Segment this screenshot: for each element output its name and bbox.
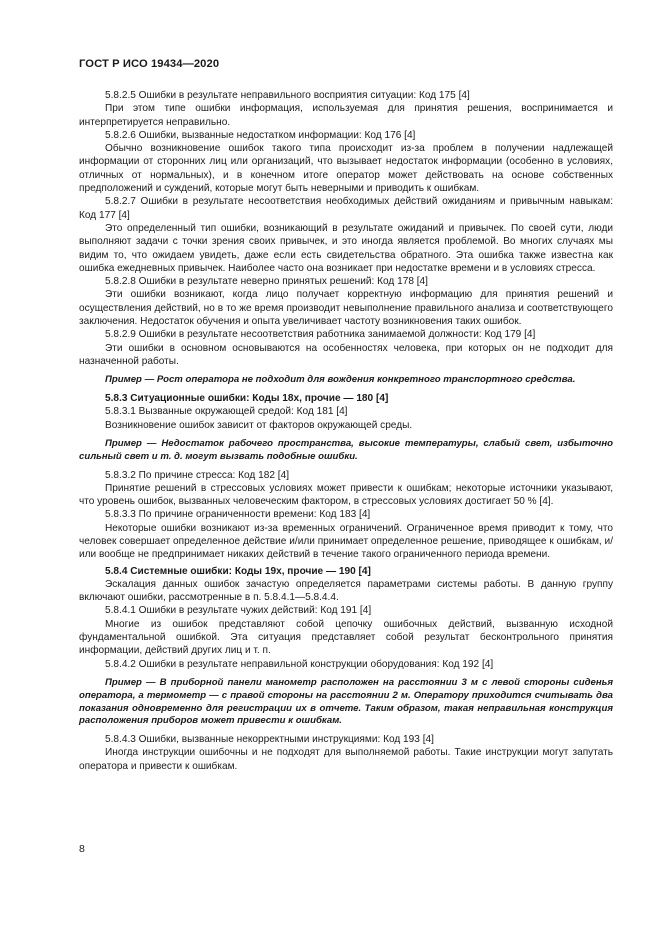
subclause-heading: 5.8.2.7 Ошибки в результате несоответствия необходимых действий ожиданиям и привычным навыкам: Код 177 [4] — [79, 196, 613, 221]
subclause-heading: 5.8.4.1 Ошибки в результате чужих действий: Код 191 [4] — [105, 605, 372, 617]
body-paragraph: Иногда инструкции ошибочны и не подходят для выполняемой работы. Такие инструкции могут запутать оператора и привести к ошибкам. — [79, 747, 613, 772]
subclause-heading: 5.8.2.8 Ошибки в результате неверно принятых решений: Код 178 [4] — [105, 276, 428, 288]
subclause-heading: 5.8.2.5 Ошибки в результате неправильного восприятия ситуации: Код 175 [4] — [105, 90, 470, 101]
section-heading: 5.8.4 Системные ошибки: Коды 19х, прочие — 190 [4] — [105, 565, 371, 577]
page-number: 8 — [79, 843, 85, 855]
example-note: Пример — Недостаток рабочего пространства, высокие температуры, слабый свет, избыточно сильный свет и т. д. могут вызвать подобные ошибки. — [79, 437, 613, 462]
subclause-heading: 5.8.3.2 По причине стресса: Код 182 [4] — [105, 469, 289, 481]
subclause-heading: 5.8.3.1 Вызванные окружающей средой: Код 181 [4] — [105, 406, 348, 418]
body-paragraph: Эти ошибки возникают, когда лицо получает корректную информацию для принятия решений и осуществления действий, но в то же время производит невыполнение правильного анализа и соответствующего заключения. Недостаток обучения и опыта увеличивает частоту возникновения таких ошибок. — [79, 289, 613, 328]
body-paragraph: Эскалация данных ошибок зачастую определяется параметрами системы работы. В данную группу включают ошибки, рассмотренные в п. 5.8.4.1—5.8.4.4. — [79, 578, 613, 604]
page-header: ГОСТ Р ИСО 19434—2020 — [79, 58, 220, 70]
subclause-heading: 5.8.4.2 Ошибки в результате неправильной конструкции оборудования: Код 192 [4] — [105, 658, 494, 670]
subclause-heading: 5.8.2.6 Ошибки, вызванные недостатком информации: Код 176 [4] — [105, 129, 416, 141]
body-paragraph: Возникновение ошибок зависит от факторов окружающей среды. — [105, 419, 413, 431]
subclause-heading: 5.8.4.3 Ошибки, вызванные некорректными инструкциями: Код 193 [4] — [105, 734, 434, 746]
body-paragraph: Многие из ошибок представляют собой цепочку ошибочных действий, вызванную исходной фундаментальной ошибкой. Эта ситуация представляет собой результат бесконтрольного принятия информации, действий других лиц и т. п. — [79, 618, 613, 657]
subclause-heading: 5.8.3.3 По причине ограниченности времени: Код 183 [4] — [105, 509, 371, 521]
section-heading: 5.8.3 Ситуационные ошибки: Коды 18х, прочие — 180 [4] — [105, 393, 389, 405]
body-paragraph: Принятие решений в стрессовых условиях может привести к ошибкам; некоторые источники указывают, что уровень ошибок, вызванных человеческим фактором, в стрессовых условиях достигает 50 % [4]. — [79, 482, 613, 508]
body-paragraph: При этом типе ошибки информация, используемая для принятия решения, воспринимается и интерпретируется неправильно. — [79, 103, 613, 128]
subclause-heading: 5.8.2.9 Ошибки в результате несоответствия работника занимаемой должности: Код 179 [4] — [105, 329, 536, 341]
example-note: Пример — В приборной панели манометр расположен на расстоянии 3 м с левой стороны сиденья оператора, а термометр — с правой стороны на расстоянии 2 м. Оператору приходится считывать два показания одновременно для регистрации их в отчете. Таким образом, такая неправильная конструкция расположения приборов может привести к ошибкам. — [79, 676, 613, 727]
body-paragraph: Эти ошибки в основном основываются на особенностях человека, при которых он не подходит для назначенной работы. — [79, 342, 613, 367]
body-paragraph: Обычно возникновение ошибок такого типа происходит из-за проблем в получении надлежащей информации от сторонних лиц или организаций, что вызывает недостаток информации (особенно в условиях, отличных от нормальных), и в конечном итоге оператор может действовать на основе собственных предположений и суждений, которые могут быть неверными и приводить к ошибкам. — [79, 143, 613, 195]
example-note: Пример — Рост оператора не подходит для вождения конкретного транспортного средства. — [105, 374, 576, 386]
document-body — [79, 89, 613, 773]
body-paragraph: Это определенный тип ошибки, возникающий в результате ожиданий и привычек. По своей сути, люди выполняют задачи с точки зрения своих привычек, и это иногда является проблемой. Во многих случаях мы видим то, что ожидаем увидеть, даже если есть свидетельства обратного. Эта ошибка также известна как ошибка ежедневных привычек. Наиболее часто она возникает при недостатке времени и в условиях стресса. — [79, 222, 613, 274]
body-paragraph: Некоторые ошибки возникают из-за временных ограничений. Ограниченное время приводит к тому, что человек совершает определенное действие и/или принимает определенное решение, приводящее к ошибкам, и/или вообще не предпринимает никаких действий в течение такого ограниченного периода времени. — [79, 522, 613, 561]
